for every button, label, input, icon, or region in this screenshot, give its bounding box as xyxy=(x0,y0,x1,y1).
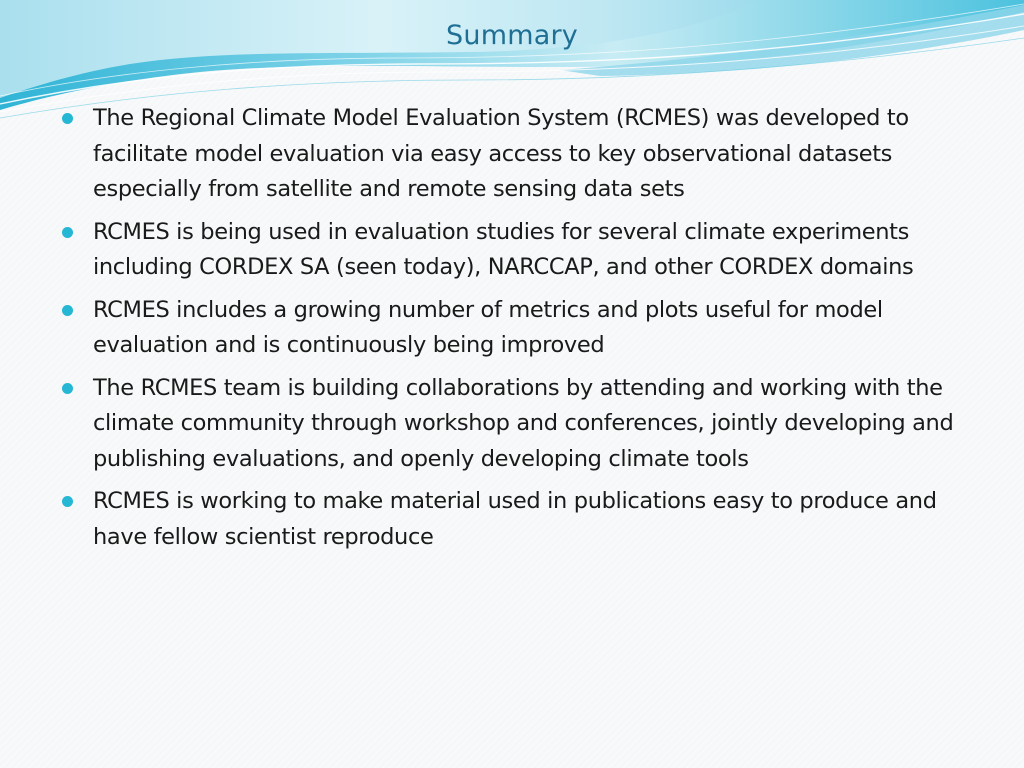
bullet-text: The RCMES team is building collaborations by attending and working with the climate community through workshop and conferences, jointly developing and publishing evaluations, and openly developing climate tools xyxy=(93,374,954,472)
list-item xyxy=(62,215,972,286)
list-item xyxy=(62,293,972,364)
bullet-dot-icon xyxy=(62,496,73,507)
bullet-dot-icon xyxy=(62,113,73,124)
bullet-text: RCMES is working to make material used in publications easy to produce and have fellow scientist reproduce xyxy=(93,488,937,550)
bullet-dot-icon xyxy=(62,383,73,394)
list-item xyxy=(62,101,972,208)
bullet-text: The Regional Climate Model Evaluation System (RCMES) was developed to facilitate model evaluation via easy access to key observational datasets especially from satellite and remote sensing data sets xyxy=(93,105,909,202)
list-item xyxy=(62,371,972,478)
slide-title: Summary xyxy=(446,20,578,51)
list-item xyxy=(62,484,972,555)
bullet-text: RCMES is being used in evaluation studies for several climate experiments including CORDEX SA (seen today), NARCCAP, and other CORDEX domains xyxy=(93,218,914,280)
bullet-text: RCMES includes a growing number of metrics and plots useful for model evaluation and is continuously being improved xyxy=(93,296,883,358)
bullet-list xyxy=(62,101,972,562)
bullet-dot-icon xyxy=(62,305,73,316)
bullet-dot-icon xyxy=(62,227,73,238)
